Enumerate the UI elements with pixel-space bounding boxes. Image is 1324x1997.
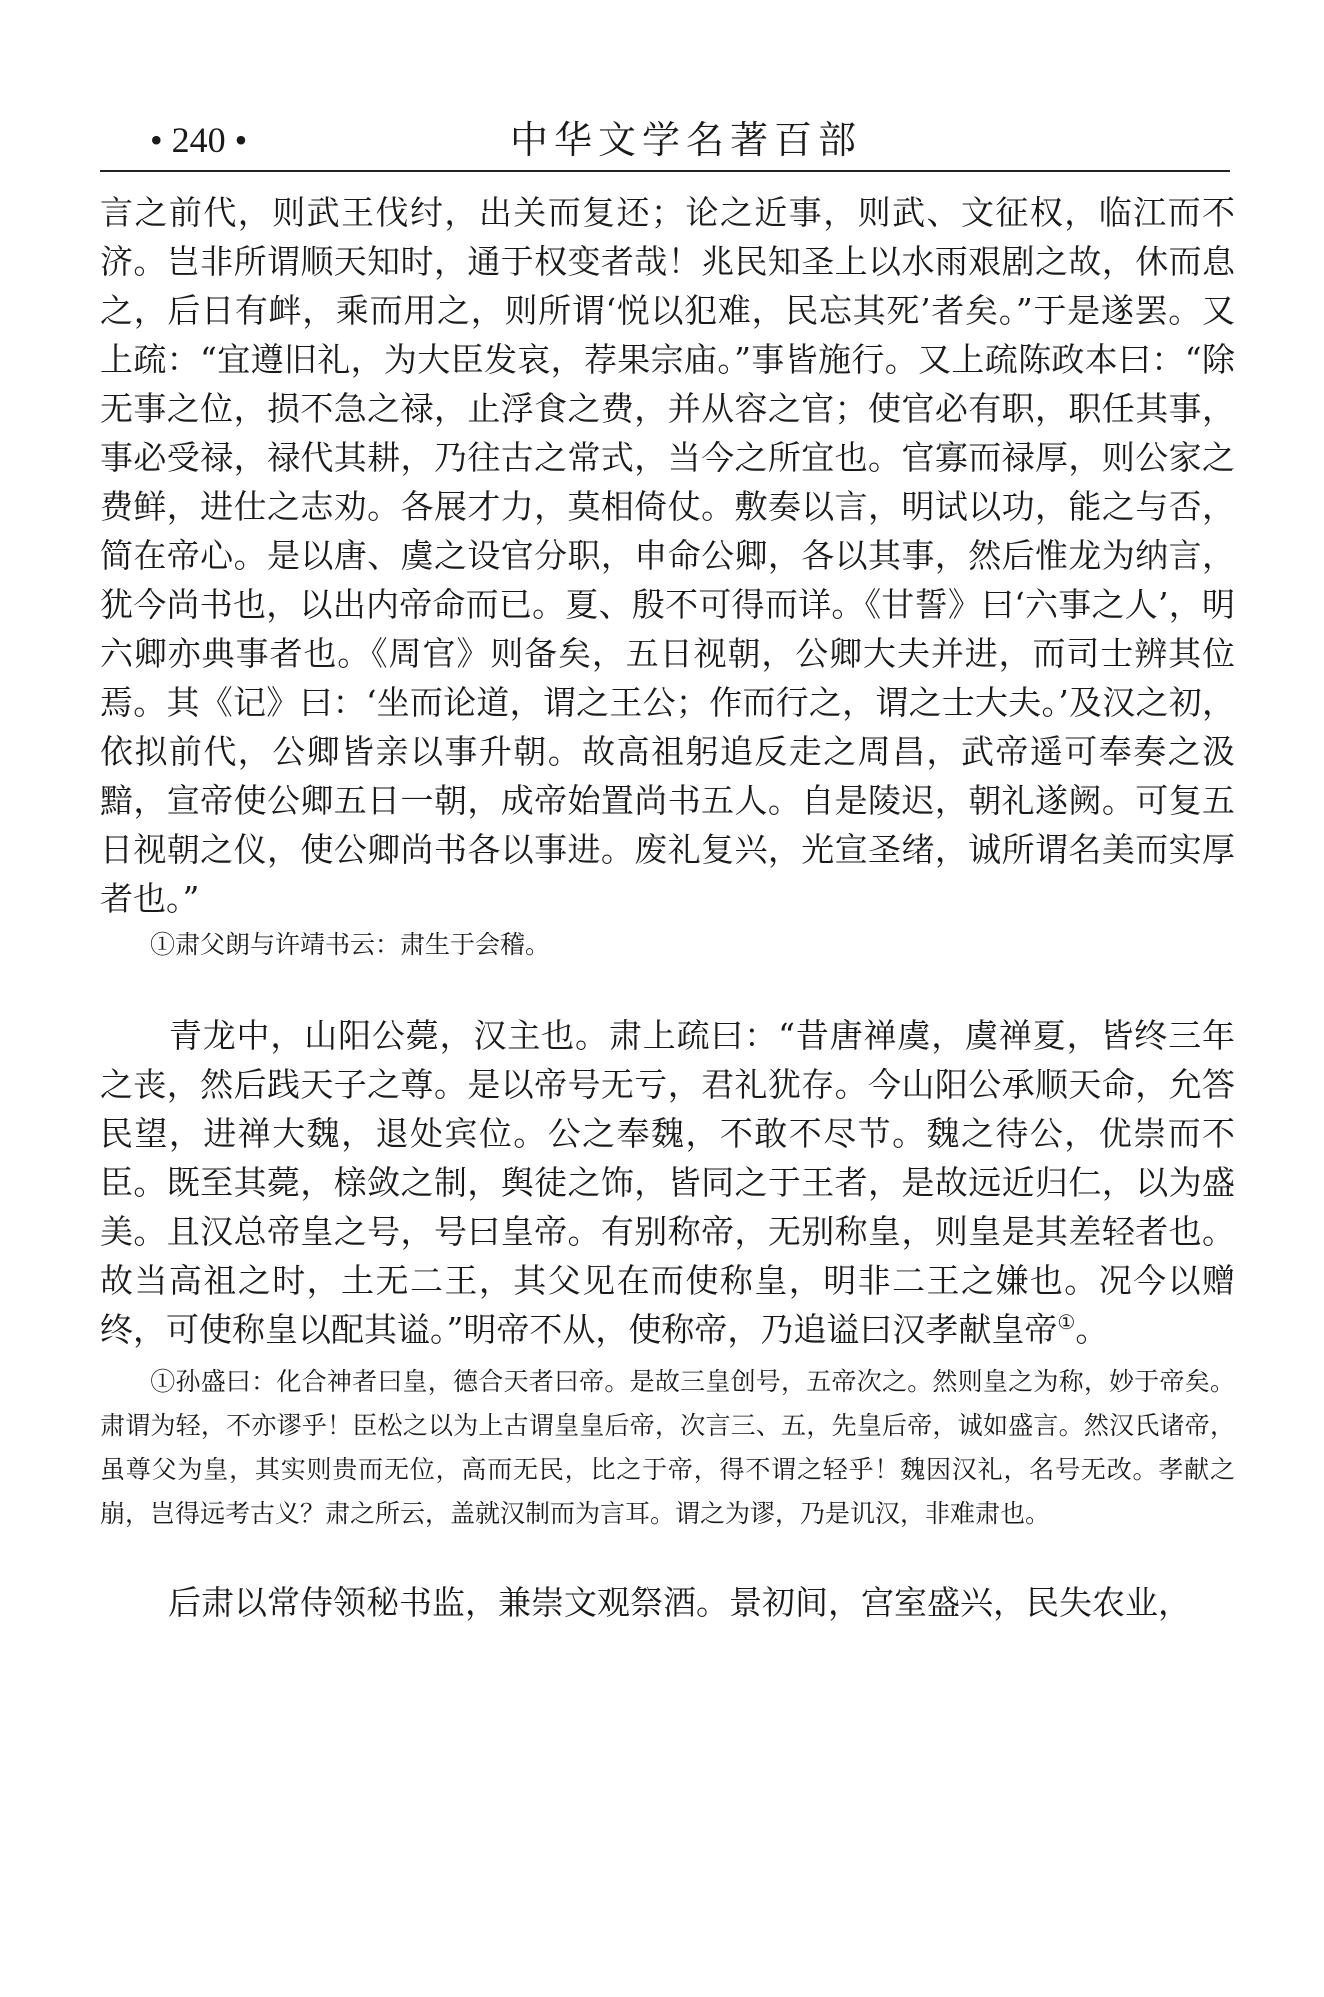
page-number: • 240 • — [150, 120, 248, 160]
paragraph-text: 言之前代，则武王伐纣，出关而复还；论之近事，则武、文征权，临江而不济。岂非所谓顺天知时，通于权变者哉！兆民知圣上以水雨艰剧之故，休而息之，后日有衅，乘而用之，则所谓‘悦以犯难，民忘其死’者矣。”于是遂罢。又上疏：“宜遵旧礼，为大臣发哀，荐果宗庙。”事皆施行。又上疏陈政本曰：“除无事之位，损不急之禄，止浮食之费，并从容之官；使官必有职，职任其事，事必受禄，禄代其耕，乃往古之常式，当今之所宜也。官寡而禄厚，则公家之费鲜，进仕之志劝。各展才力，莫相倚仗。敷奏以言，明试以功，能之与否，简在帝心。是以唐、虞之设官分职，申命公卿，各以其事，然后惟龙为纳言，犹今尚书也，以出内帝命而已。夏、殷不可得而详。《甘誓》曰‘六事之人’，明六卿亦典事者也。《周官》则备矣，五日视朝，公卿大夫并进，而司士辨其位焉。其《记》曰：‘坐而论道，谓之王公；作而行之，谓之士大夫。’及汉之初，依拟前代，公卿皆亲以事升朝。故高祖躬追反走之周昌，武帝遥可奉奏之汲黯，宣帝使公卿五日一朝，成帝始置尚书五人。自是陵迟，朝礼遂阙。可复五日视朝之仪，使公卿尚书各以事进。废礼复兴，光宣圣绪，诚所谓名美而实厚者也。” — [100, 193, 1235, 918]
spacer — [100, 1536, 1235, 1578]
paragraph-text: 后肃以常侍领秘书监，兼崇文观祭酒。景初间，宫室盛兴，民失农业， — [168, 1583, 1191, 1622]
paragraph — [100, 1578, 1235, 1627]
footnote — [100, 923, 1235, 967]
main-text — [100, 188, 1235, 1627]
paragraph-end: 。 — [1075, 1310, 1109, 1349]
spacer — [100, 967, 1235, 1011]
footnote — [100, 1360, 1235, 1536]
footnote-marker: ① — [1057, 1310, 1076, 1334]
page-header — [100, 110, 1230, 170]
book-title: 中华文学名著百部 — [510, 118, 863, 162]
paragraph-text: 青龙中，山阳公薨，汉主也。肃上疏曰：“昔唐禅虞，虞禅夏，皆终三年之丧，然后践天子之尊。是以帝号无亏，君礼犹存。今山阳公承顺天命，允答民望，进禅大魏，退处宾位。公之奉魏，不敢不尽节。魏之待公，优崇而不臣。既至其薨，榇敛之制，舆徒之饰，皆同之于王者，是故远近归仁，以为盛美。且汉总帝皇之号，号曰皇帝。有别称帝，无别称皇，则皇是其差轻者也。故当高祖之时，土无二王，其父见在而使称皇，明非二王之嫌也。况今以赠终，可使称皇以配其谥。”明帝不从，使称帝，乃追谥曰汉孝献皇帝 — [100, 1016, 1235, 1349]
paragraph-continued — [100, 188, 1235, 923]
paragraph — [100, 1011, 1235, 1354]
footnote-text: ①孙盛曰：化合神者曰皇，德合天者曰帝。是故三皇创号，五帝次之。然则皇之为称，妙于帝矣。肃谓为轻，不亦谬乎！臣松之以为上古谓皇皇后帝，次言三、五，先皇后帝，诚如盛言。然汉氏诸帝，虽尊父为皇，其实则贵而无位，高而无民，比之于帝，得不谓之轻乎！魏因汉礼，名号无改。孝献之崩，岂得远考古义？肃之所云，盖就汉制而为言耳。谓之为谬，乃是讥汉，非难肃也。 — [100, 1367, 1235, 1528]
footnote-text: ①肃父朗与许靖书云：肃生于会稽。 — [150, 930, 551, 959]
header-rule — [100, 170, 1230, 172]
